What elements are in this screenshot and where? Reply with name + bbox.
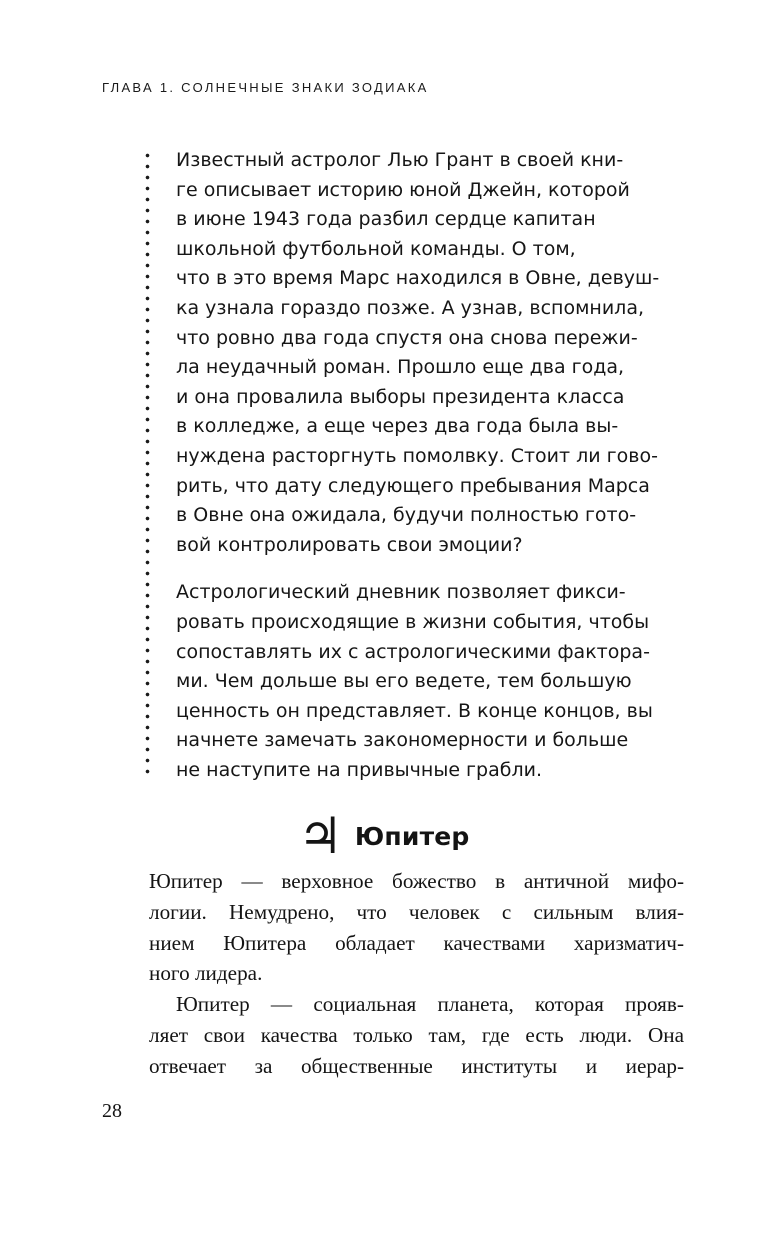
text-line: ровать происходящие в жизни события, чтобы	[176, 610, 650, 633]
running-head: ГЛАВА 1. СОЛНЕЧНЫЕ ЗНАКИ ЗОДИАКА	[102, 80, 429, 95]
text-line: Юпитер — социальная планета, которая прояв-	[176, 992, 684, 1017]
body-paragraph-1	[149, 866, 684, 989]
text-line: и она провалила выборы президента класса	[176, 385, 625, 408]
text-line: школьной футбольной команды. О том,	[176, 237, 576, 260]
sidebar-note	[176, 146, 696, 785]
text-line: логии. Немудрено, что человек с сильным влия-	[149, 899, 684, 924]
text-line: Астрологический дневник позволяет фикси-	[176, 581, 626, 604]
jupiter-symbol-icon: ♃	[298, 807, 343, 865]
text-line: в Овне она ожидала, будучи полностью гото-	[176, 504, 637, 527]
text-line: ми. Чем дольше вы его ведете, тем большую	[176, 670, 632, 693]
text-line: Известный астролог Лью Грант в своей кни-	[176, 149, 624, 171]
text-line: ка узнала гораздо позже. А узнав, вспомнила,	[176, 296, 644, 319]
sidebar-paragraph-1	[176, 146, 696, 560]
text-line: рить, что дату следующего пребывания Марса	[176, 474, 650, 497]
page-number: 28	[102, 1100, 122, 1122]
text-line: ценность он представляет. В конце концов, вы	[176, 699, 653, 722]
text-line: ляет свои качества только там, где есть люди. Она	[149, 1022, 684, 1047]
body-text	[149, 866, 684, 1082]
text-line: не наступите на привычные грабли.	[176, 758, 542, 781]
dotted-sidebar-rule	[145, 150, 150, 774]
body-paragraph-2	[149, 989, 684, 1081]
text-line: в колледже, а еще через два года была вы-	[176, 415, 619, 438]
text-line: начнете замечать закономерности и больше	[176, 729, 629, 752]
text-line: что в это время Марс находился в Овне, девуш-	[176, 267, 660, 290]
text-line: что ровно два года спустя она снова пережи-	[176, 326, 638, 349]
text-line: ного лидера.	[149, 961, 263, 986]
section-heading	[298, 808, 470, 864]
sidebar-paragraph-2	[176, 578, 696, 785]
text-line: ла неудачный роман. Прошло еще два года,	[176, 356, 625, 379]
text-line: ге описывает историю юной Джейн, которой	[176, 178, 630, 201]
text-line: отвечает за общественные институты и иерар-	[149, 1053, 684, 1078]
text-line: Юпитер — верховное божество в античной мифо-	[149, 869, 684, 893]
text-line: вой контролировать свои эмоции?	[176, 533, 523, 556]
text-line: нием Юпитера обладает качествами харизматич-	[149, 930, 684, 955]
text-line: сопоставлять их с астрологическими фактора-	[176, 640, 650, 663]
text-line: в июне 1943 года разбил сердце капитан	[176, 208, 596, 231]
section-title: Юпитер	[354, 821, 470, 851]
text-line: нуждена расторгнуть помолвку. Стоит ли гово-	[176, 444, 658, 467]
